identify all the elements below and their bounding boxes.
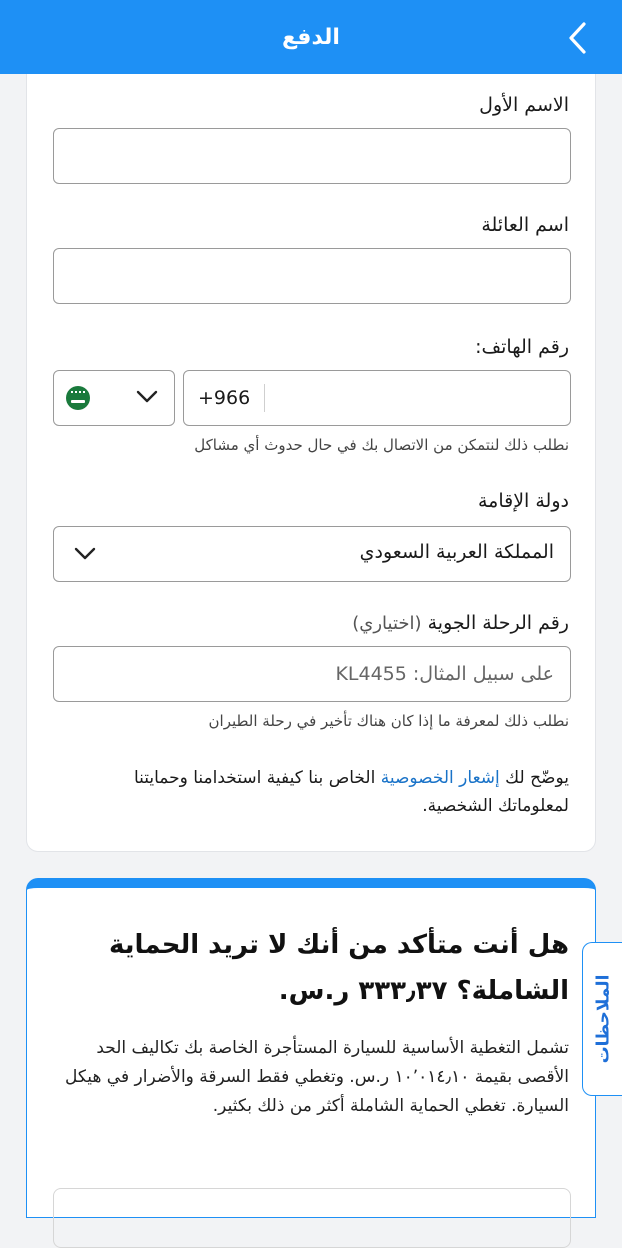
coverage-option-box[interactable] bbox=[53, 1188, 571, 1248]
privacy-suffix: الخاص بنا كيفية استخدامنا وحمايتنا لمعلوماتك الشخصية. bbox=[133, 768, 569, 816]
chevron-down-icon bbox=[136, 390, 158, 404]
page-title: الدفع bbox=[282, 24, 340, 50]
first-name-field[interactable] bbox=[53, 128, 571, 184]
chevron-down-icon bbox=[74, 547, 96, 561]
notes-label: الملاحظات bbox=[593, 974, 614, 1064]
country-code-select[interactable] bbox=[53, 370, 175, 426]
last-name-label: اسم العائلة bbox=[481, 214, 569, 236]
optional-tag: (اختياري) bbox=[352, 613, 422, 634]
app-header bbox=[0, 0, 622, 74]
residence-country-select[interactable] bbox=[53, 526, 571, 582]
phone-input[interactable] bbox=[265, 371, 570, 425]
coverage-description: تشمل التغطية الأساسية للسيارة المستأجرة الخاصة بك تكاليف الحد الأقصى بقيمة ١٠٬٠١٤٫١٠ ر.س. وتغطي فقط السرقة والأضرار في هيكل السيارة. تغطي الحماية الشاملة أكثر من ذلك بكثير. bbox=[65, 1038, 569, 1116]
first-name-input[interactable] bbox=[54, 129, 570, 183]
flight-number-input[interactable] bbox=[54, 647, 570, 701]
flight-number-field[interactable] bbox=[53, 646, 571, 702]
saudi-flag-icon bbox=[66, 386, 90, 410]
last-name-field[interactable] bbox=[53, 248, 571, 304]
back-button[interactable] bbox=[556, 16, 600, 60]
traveler-details-form bbox=[26, 74, 596, 852]
dial-code: +966 bbox=[198, 387, 251, 409]
last-name-input[interactable] bbox=[54, 249, 570, 303]
privacy-notice-link[interactable]: إشعار الخصوصية bbox=[380, 768, 500, 788]
phone-hint: نطلب ذلك لنتمكن من الاتصال بك في حال حدوث أي مشاكل bbox=[194, 436, 569, 454]
first-name-label: الاسم الأول bbox=[479, 94, 569, 116]
full-protection-card bbox=[26, 878, 596, 1218]
residence-label: دولة الإقامة bbox=[477, 490, 569, 512]
chevron-left-icon bbox=[566, 20, 590, 56]
phone-field[interactable] bbox=[183, 370, 571, 426]
residence-value: المملكة العربية السعودي bbox=[359, 541, 554, 563]
flight-number-label bbox=[352, 612, 569, 634]
privacy-prefix: يوضّح لك bbox=[499, 768, 569, 788]
flight-label-text: رقم الرحلة الجوية bbox=[427, 612, 569, 634]
phone-label: رقم الهاتف: bbox=[475, 336, 569, 358]
coverage-question: هل أنت متأكد من أنك لا تريد الحماية الشاملة؟ ٣٣٣٫٣٧ ر.س. bbox=[108, 930, 569, 1006]
notes-side-tab[interactable] bbox=[582, 942, 622, 1096]
flight-hint: نطلب ذلك لمعرفة ما إذا كان هناك تأخير في رحلة الطيران bbox=[208, 712, 569, 730]
privacy-statement bbox=[69, 764, 569, 820]
